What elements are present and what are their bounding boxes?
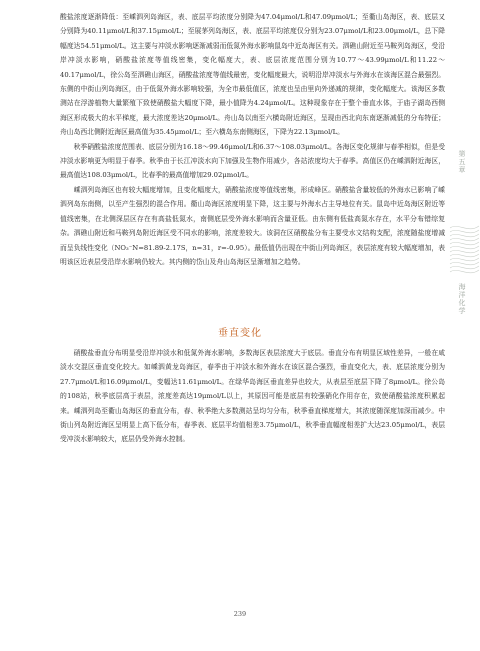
page-number: 239 xyxy=(233,610,247,618)
section-heading: 垂直变化 xyxy=(218,328,262,339)
body-text-upper xyxy=(60,10,445,269)
paragraph: 硝酸盐垂直分布明显受沿岸冲淡水和低氮外海水影响，多数海区表层浓度大于底层。垂直分布有明显区域性差异，一般在咸淡水交混区垂直变化较大。如嵊泗黄龙岛海区，春季由于冲淡水和外海水在该区混合强烈，垂直变化大，表、底层浓度分别为27.7μmol/L和16.09μmol/L，变幅达11.61μmol/L。在绿华岛海区垂直差异也较大，从表层至底层下降了8μmol/L。徐公岛的108站，秋季底层高于表层，浓度差高达19μmol/L以上，其原因可能是底层有较强硝化作用存在，致使硝酸盐浓度积累起来。嵊泗列岛至衢山岛海区的垂直分布，春、秋季绝大多数测站呈均匀分布，秋季垂直梯度增大，其浓度随深度加深而减少。中街山列岛附近海区呈明显上高下低分布，春季表、底层平均值相差3.75μmol/L，秋季垂直幅度相差扩大达23.05μmol/L，表层受冲淡水影响较大，底层仍受外海水控制。 xyxy=(60,349,445,444)
chapter-label: 第五章 xyxy=(458,150,466,174)
subject-label: 海洋化学 xyxy=(458,283,466,315)
paragraph: 秋季硝酸盐浓度范围表、底层分别为16.18～99.46μmol/L和6.37～108.03μmol/L。各海区变化规律与春季相似，但是受冲淡水影响更为明显于春季。秋季由于长江冲淡水向下加强及生物作用减少，各站浓度均大于春季。高值区仍在嵊泗附近海区，最高值达108.03μmol/L，比春季的最高值增加29.02μmol/L。 xyxy=(60,142,445,180)
paragraph: 酸盐浓度逐渐降低：至嵊泗列岛海区，表、底层平均浓度分别降为47.04μmol/L和47.09μmol/L；至衢山岛海区，表、底层又分别降为40.11μmol/L和37.15μmol/L；至展茅列岛海区，表、底层平均浓度仅分别为23.07μmol/L和23.00μmol/L，总下降幅度达54.51μmol/L。这主要与冲淡水影响逐渐减弱而低氮外海水影响鼠岛中近岛海区有关。泗礁山附近至马鞍列岛海区，受沿岸冲淡水影响，硝酸盐浓度等值线密集，变化幅度大，表、底层浓度范围分别为10.77～43.99μmol/L和11.22～40.17μmol/L，徐公岛至泗礁山海区，硝酸盐浓度等值线最密，变化幅度最大，说明沿岸冲淡水与外海水在该海区混合最强烈。东侧的中街山列岛海区，由于低氮外海水影响较强，为全市最低值区，浓度也呈由里向外递减的规律，变化幅度大。该海区多数测站在浮游植物大量繁殖下致使硝酸盐大幅度下降，最小值降为4.24μmol/L。这种现象存在于整个垂直水体，于庙子湖岛西侧海区形成极大的水平梯度，最大浓度差达20μmol/L。舟山岛以南至六横岛附近海区，呈现由西北向东南逐渐减低的分布特征；舟山岛西北侧附近海区最高值为35.45μmol/L；至六横岛东南侧海区，下降为22.13μmol/L。 xyxy=(60,13,445,137)
body-text-lower xyxy=(60,346,445,447)
paragraph: 嵊泗列岛海区也有较大幅度增加，且变化幅度大，硝酸盐浓度等值线密集，形成峰区。硝酸盐含量较低的外海水已影响了嵊泗列岛东南侧，以至产生强烈的混合作用。衢山岛海区浓度明显下降，这主要与外海水占主导地位有关。鼠岛中近岛海区附近等值线密集，在北侧深层区存在有高盐低氮水，南侧底层受外海水影响而含量亚低。由东侧有低盐高氮水存在，水平分布错综复杂。泗礁山附近和马鞍列岛附近海区受不同水的影响，浓度差较大。该洞在区硝酸盐分布主要受水文结构支配，浓度随盐度增减而呈负线性变化（NO₃⁻N=81.89-2.17S，n=31，r=-0.95）。最低值仍出现在中街山列岛海区，表层浓度有较大幅度增加，表明该区近表层受沿岸水影响仍较大。其内侧的岱山及舟山岛海区呈渐增加之趋势。 xyxy=(60,185,445,266)
